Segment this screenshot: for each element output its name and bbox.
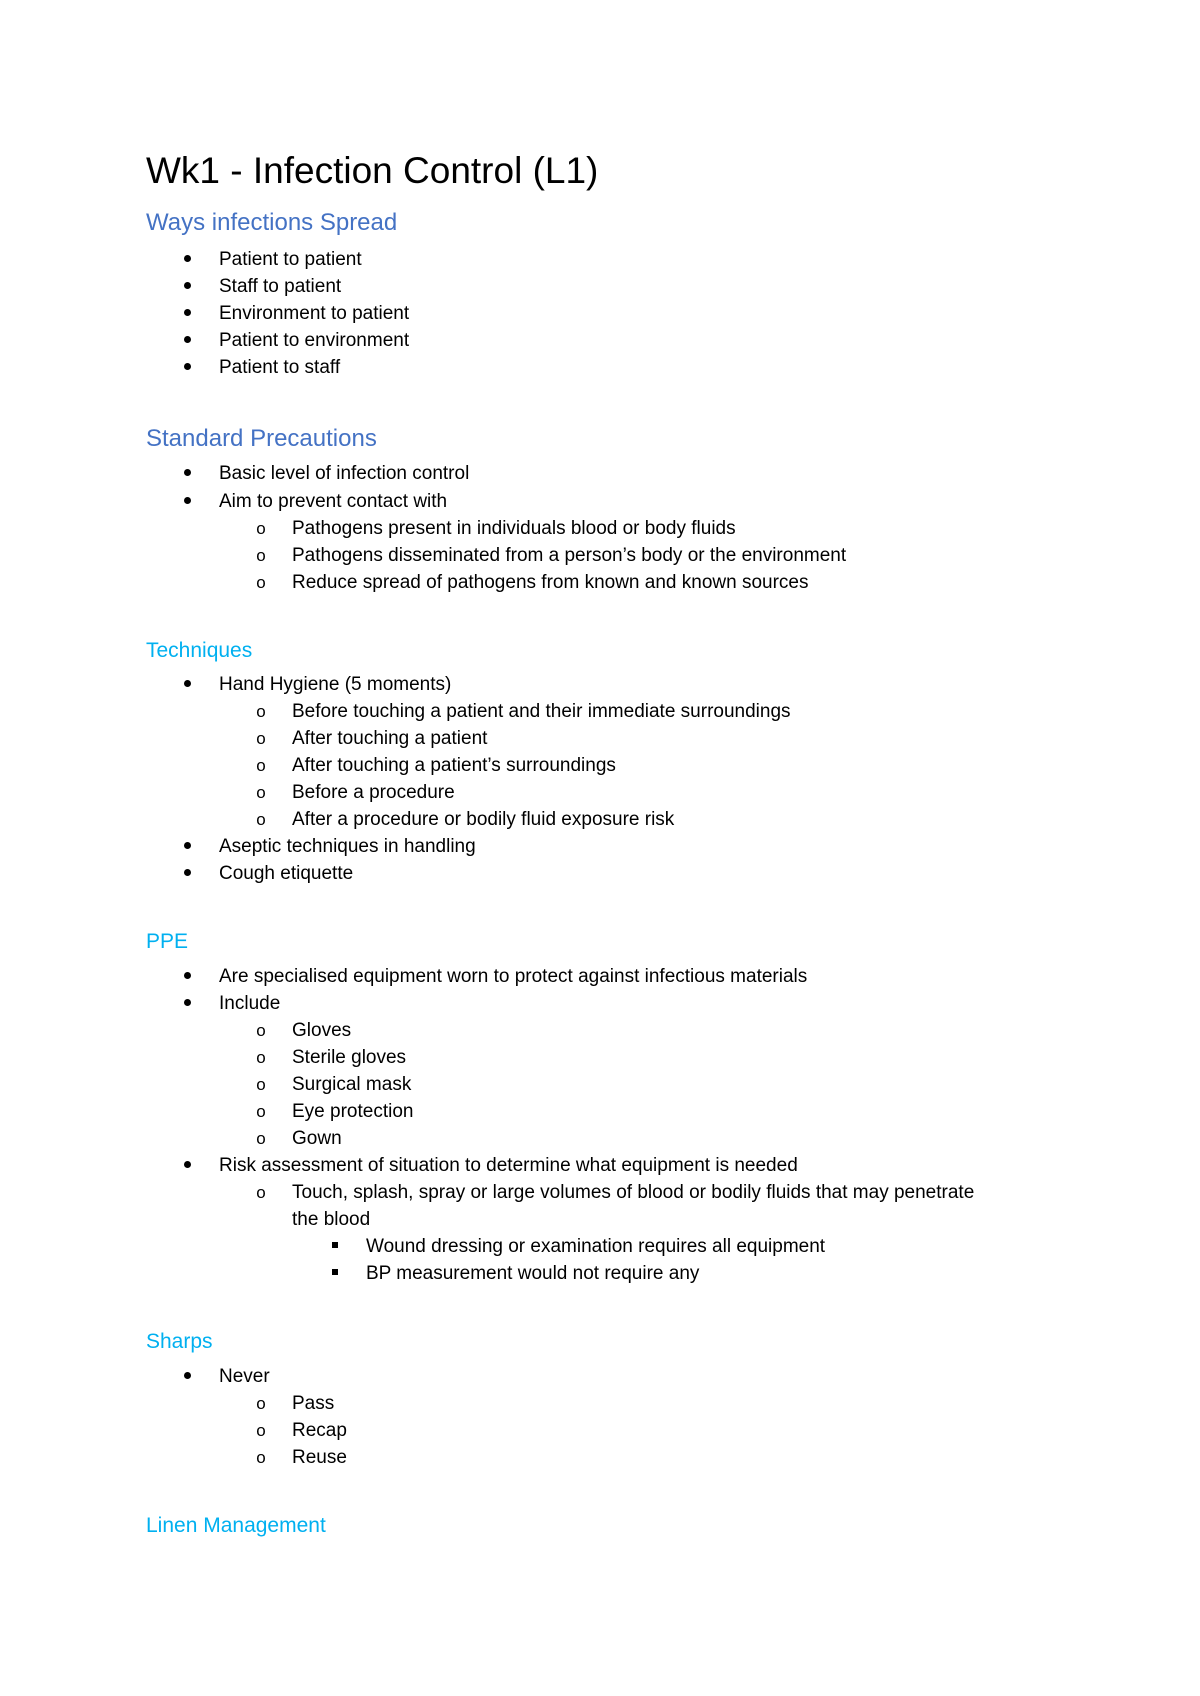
list-item: Basic level of infection control xyxy=(219,463,470,484)
heading-sharps: Sharps xyxy=(146,1330,213,1353)
list-item: Risk assessment of situation to determine what equipment is needed xyxy=(219,1155,798,1176)
heading-ppe: PPE xyxy=(146,930,189,953)
sub-list-item: Touch, splash, spray or large volumes of blood or bodily fluids that may penetrate xyxy=(292,1182,975,1203)
list-item: Never xyxy=(219,1366,270,1387)
list-item: Are specialised equipment worn to protect against infectious materials xyxy=(219,966,808,987)
sub-list-item: Reduce spread of pathogens from known and known sources xyxy=(292,572,809,593)
circle-bullet-icon: o xyxy=(256,1102,266,1121)
sub-sub-list-item: Wound dressing or examination requires all equipment xyxy=(366,1236,826,1257)
sub-list-item: Pathogens disseminated from a person’s body or the environment xyxy=(292,545,847,566)
list-item: Patient to patient xyxy=(219,249,362,270)
bullet-icon xyxy=(177,1364,197,1390)
sub-list-item: After a procedure or bodily fluid exposure risk xyxy=(292,809,675,830)
list-item: Patient to environment xyxy=(219,330,410,351)
sub-list-item: Before touching a patient and their immediate surroundings xyxy=(292,701,791,722)
circle-bullet-icon: o xyxy=(256,1394,266,1413)
bullet-icon xyxy=(177,461,197,487)
list-item: Aim to prevent contact with xyxy=(219,491,448,512)
sub-list-item: Recap xyxy=(292,1420,347,1441)
circle-bullet-icon: o xyxy=(256,573,266,592)
circle-bullet-icon: o xyxy=(256,783,266,802)
sub-list-item: Surgical mask xyxy=(292,1074,412,1095)
list-item: Include xyxy=(219,993,281,1014)
sub-list-item: Eye protection xyxy=(292,1101,414,1122)
heading-techniques: Techniques xyxy=(146,639,253,662)
circle-bullet-icon: o xyxy=(256,729,266,748)
circle-bullet-icon: o xyxy=(256,519,266,538)
bullet-icon xyxy=(177,301,197,327)
square-bullet-icon xyxy=(325,1261,345,1287)
circle-bullet-icon: o xyxy=(256,1048,266,1067)
circle-bullet-icon: o xyxy=(256,1448,266,1467)
sub-list-item: Reuse xyxy=(292,1447,347,1468)
list-item: Hand Hygiene (5 moments) xyxy=(219,674,452,695)
list-item: Environment to patient xyxy=(219,303,410,324)
heading-linen-management: Linen Management xyxy=(146,1514,326,1537)
sub-list-item: Gown xyxy=(292,1128,342,1149)
sub-list-item: After touching a patient’s surroundings xyxy=(292,755,616,776)
heading-standard-precautions: Standard Precautions xyxy=(146,425,377,452)
bullet-icon xyxy=(177,834,197,860)
bullet-icon xyxy=(177,328,197,354)
sub-list-item: Gloves xyxy=(292,1020,352,1041)
sub-list-item: Pathogens present in individuals blood or body fluids xyxy=(292,518,736,539)
bullet-icon xyxy=(177,247,197,273)
circle-bullet-icon: o xyxy=(256,1421,266,1440)
bullet-icon xyxy=(177,355,197,381)
bullet-icon xyxy=(177,991,197,1017)
bullet-icon xyxy=(177,964,197,990)
circle-bullet-icon: o xyxy=(256,546,266,565)
heading-ways-infections-spread: Ways infections Spread xyxy=(146,209,398,236)
sub-list-item: Before a procedure xyxy=(292,782,455,803)
circle-bullet-icon: o xyxy=(256,1129,266,1148)
bullet-icon xyxy=(177,861,197,887)
square-bullet-icon xyxy=(325,1234,345,1260)
sub-sub-list-item: BP measurement would not require any xyxy=(366,1263,700,1284)
bullet-icon xyxy=(177,1153,197,1179)
circle-bullet-icon: o xyxy=(256,1075,266,1094)
bullet-icon xyxy=(177,489,197,515)
sub-list-item: Pass xyxy=(292,1393,335,1414)
circle-bullet-icon: o xyxy=(256,702,266,721)
bullet-icon xyxy=(177,274,197,300)
list-item: Patient to staff xyxy=(219,357,341,378)
list-item: Aseptic techniques in handling xyxy=(219,836,476,857)
list-item: Staff to patient xyxy=(219,276,342,297)
bullet-icon xyxy=(177,672,197,698)
page-title: Wk1 - Infection Control (L1) xyxy=(146,150,599,191)
circle-bullet-icon: o xyxy=(256,810,266,829)
circle-bullet-icon: o xyxy=(256,756,266,775)
sub-list-item: Sterile gloves xyxy=(292,1047,407,1068)
sub-list-item: After touching a patient xyxy=(292,728,488,749)
circle-bullet-icon: o xyxy=(256,1021,266,1040)
list-item: Cough etiquette xyxy=(219,863,354,884)
sub-list-item-continuation: the blood xyxy=(292,1209,371,1230)
circle-bullet-icon: o xyxy=(256,1183,266,1202)
